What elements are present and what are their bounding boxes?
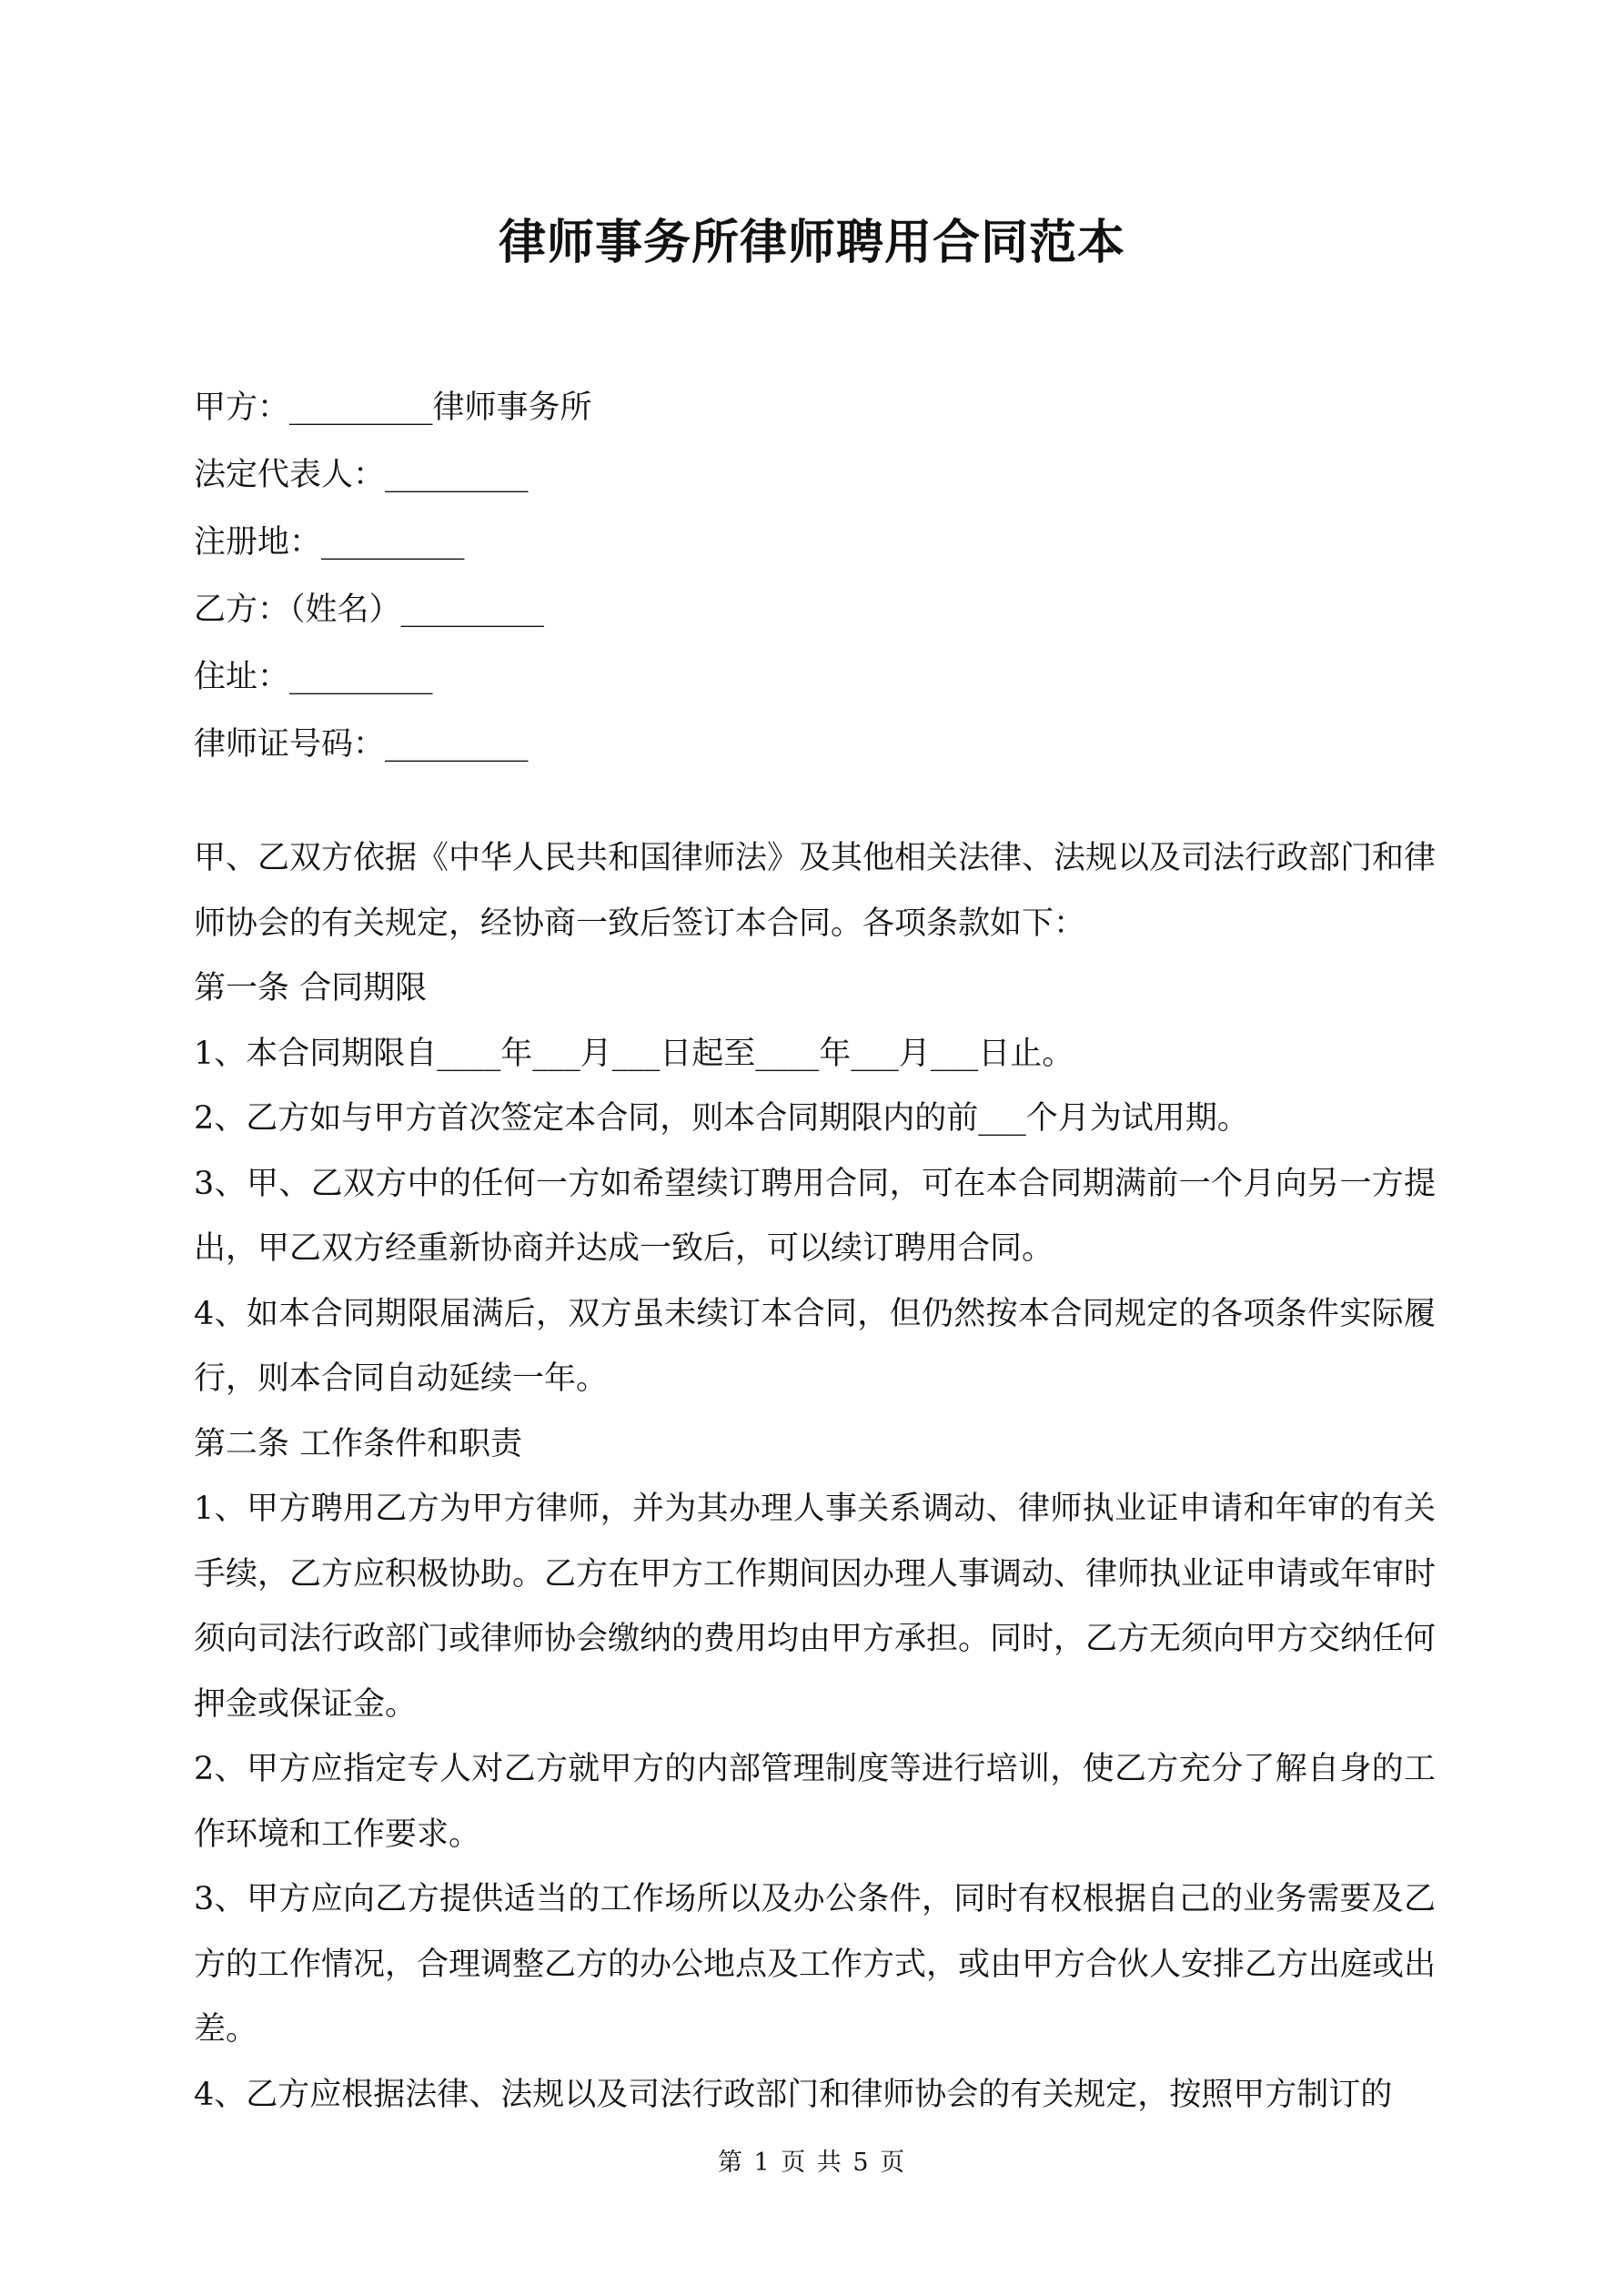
lawyer-license-number-line: 律师证号码：_________ [194,726,529,763]
article-2-clause-1: 1、甲方聘用乙方为甲方律师，并为其办理人事关系调动、律师执业证申请和年审的有关手续，乙方应积极协助。乙方在甲方工作期间因办理人事调动、律师执业证申请或年审时须向司法行政部门或律师协会缴纳的费用均由甲方承担。同时，乙方无须向甲方交纳任何押金或保证金。 [194,1491,1437,1723]
article-2-clause-3: 3、甲方应向乙方提供适当的工作场所以及办公条件，同时有权根据自己的业务需要及乙方的工作情况，合理调整乙方的办公地点及工作方式，或由甲方合伙人安排乙方出庭或出差。 [194,1881,1437,2048]
article-1-heading: 第一条 合同期限 [194,970,428,1006]
article-2-clause-2: 2、甲方应指定专人对乙方就甲方的内部管理制度等进行培训，使乙方充分了解自身的工作环境和工作要求。 [194,1751,1436,1853]
page-footer: 第 1 页 共 5 页 [717,2149,907,2177]
party-info-block [194,380,1449,784]
party-b-address-line: 住址：_________ [194,659,433,695]
contract-body [194,826,1436,2128]
registered-address-line: 注册地：_________ [194,524,465,561]
preamble-paragraph: 甲、乙双方依据《中华人民共和国律师法》及其他相关法律、法规以及司法行政部门和律师协会的有关规定，经协商一致后签订本合同。各项条款如下： [194,840,1437,942]
party-b-name-line: 乙方：（姓名）_________ [194,592,545,628]
legal-representative-line: 法定代表人：_________ [194,457,529,493]
article-1-clause-1: 1、本合同期限自____年___月___日起至____年___月___日止。 [194,1035,1074,1072]
article-2-heading: 第二条 工作条件和职责 [194,1425,523,1462]
article-1-clause-4: 4、如本合同期限届满后，双方虽未续订本合同，但仍然按本合同规定的各项条件实际履行，则本合同自动延续一年。 [194,1295,1436,1397]
document-title: 律师事务所律师聘用合同范本 [498,215,1125,270]
article-1-clause-3: 3、甲、乙双方中的任何一方如希望续订聘用合同，可在本合同期满前一个月向另一方提出，甲乙双方经重新协商并达成一致后，可以续订聘用合同。 [194,1165,1436,1267]
party-a-line: 甲方：_________律师事务所 [194,389,592,426]
article-1-clause-2: 2、乙方如与甲方首次签定本合同，则本合同期限内的前___个月为试用期。 [194,1100,1249,1137]
article-2-clause-4: 4、乙方应根据法律、法规以及司法行政部门和律师协会的有关规定，按照甲方制订的 [194,2076,1393,2113]
